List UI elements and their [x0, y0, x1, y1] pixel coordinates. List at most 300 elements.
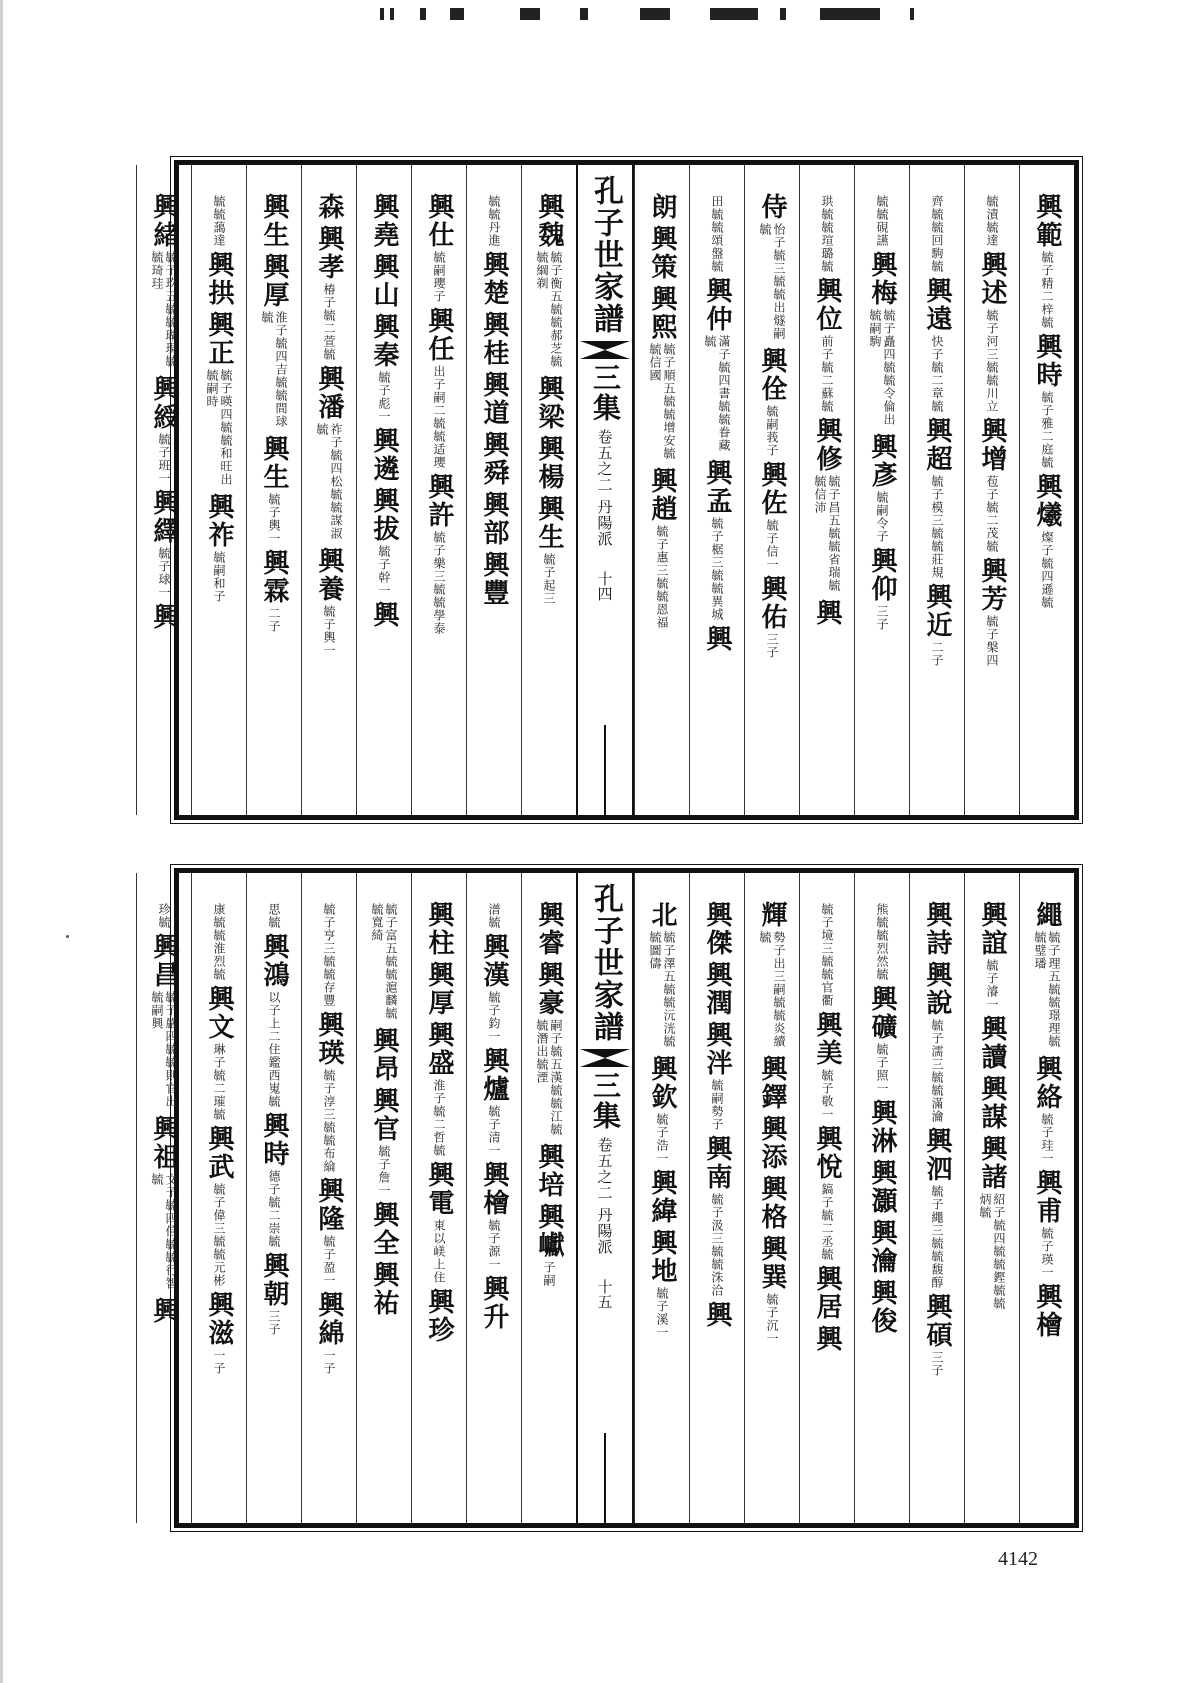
genealogy-entry: [922, 417, 952, 579]
genealogy-entry: [702, 1301, 732, 1329]
genealogy-panel-lower: [149, 868, 1079, 1528]
lineage-note: 毓子矗四毓毓令倫出毓嗣駒: [868, 309, 896, 426]
person-name: 興生: [259, 435, 289, 491]
person-name: 興地: [647, 1229, 677, 1285]
lineage-note: 熊毓毓烈然毓: [875, 903, 889, 981]
genealogy-entry: [149, 375, 179, 485]
person-name: 興淋: [867, 1099, 897, 1155]
genealogy-entry: [259, 253, 289, 431]
genealogy-entry: [212, 193, 226, 247]
genealogy-entry: [534, 193, 564, 371]
genealogy-entry: [867, 433, 897, 543]
lineage-note: 毓子沉一: [765, 1293, 779, 1345]
genealogy-entry: [710, 193, 724, 273]
text-column: [799, 873, 854, 1523]
genealogy-entry: [424, 1288, 454, 1344]
lineage-note: 毓嗣和子: [212, 551, 226, 603]
person-name: 興魏: [534, 193, 564, 249]
text-column: [136, 873, 191, 1523]
lineage-note: 毓子澤五毓毓沅洸毓毓圖儔: [648, 931, 676, 1048]
text-column: [356, 165, 411, 815]
lineage-note: 二子: [267, 607, 281, 633]
person-name: 興仕: [424, 193, 454, 249]
genealogy-entry: [875, 193, 889, 247]
lineage-note: 毓子照一: [875, 1043, 889, 1095]
text-column: [301, 165, 356, 815]
genealogy-entry: [867, 1099, 897, 1155]
genealogy-entry: [534, 1143, 564, 1199]
lineage-note: 苞子毓二茂毓: [985, 475, 999, 553]
lineage-note: 毓子敬一: [820, 1069, 834, 1121]
lineage-note: 出子嗣二毓毓适瓔: [432, 365, 446, 469]
collection-label: 三集: [589, 363, 622, 423]
lineage-note: 琳子毓二璀毓: [212, 1043, 226, 1121]
genealogy-entry: [702, 625, 732, 653]
genealogy-entry: [922, 901, 952, 957]
genealogy-entry: [424, 307, 454, 469]
branch-label: 丹陽派: [595, 1207, 614, 1255]
genealogy-entry: [204, 985, 234, 1121]
person-name: 興全: [369, 1201, 399, 1257]
person-name: 興仰: [867, 547, 897, 603]
genealogy-entry: [314, 193, 344, 221]
genealogy-entry: [534, 961, 564, 1139]
genealogy-entry: [424, 901, 454, 957]
lineage-note: 毓子清一: [487, 1105, 501, 1157]
person-name: 興厚: [259, 253, 289, 309]
genealogy-entry: [922, 277, 952, 413]
genealogy-entry: [647, 1169, 677, 1225]
genealogy-entry: [875, 901, 889, 981]
person-name: 興山: [369, 253, 399, 309]
lineage-note: 滿子毓四書毓毓眷藏毓: [703, 335, 731, 452]
person-name: 興綬: [149, 375, 179, 431]
person-name: 興電: [424, 1161, 454, 1217]
lineage-note: 毓子境三毓毓官衢: [820, 903, 834, 1007]
person-name: 興桂: [479, 311, 509, 367]
genealogy-entry: [867, 1219, 897, 1275]
genealogy-entry: [149, 1115, 179, 1293]
genealogy-entry: [757, 1175, 787, 1231]
genealogy-entry: [267, 901, 281, 929]
genealogy-entry: [867, 251, 897, 429]
lineage-note: 毓子源一: [487, 1219, 501, 1271]
text-column: [1019, 873, 1074, 1523]
genealogy-entry: [757, 575, 787, 659]
text-column: [909, 165, 964, 815]
lineage-note: 毓子雅二庭毓: [1040, 391, 1054, 469]
genealogy-entry: [487, 901, 501, 929]
lineage-note: 毓子暎四毓毓和旺出毓嗣時: [205, 369, 233, 486]
lineage-note: 三子: [267, 1310, 281, 1336]
lineage-note: 毓子信一: [765, 519, 779, 571]
text-column: [411, 165, 466, 815]
lineage-note: 一子: [322, 1349, 336, 1375]
genealogy-entry: [369, 1087, 399, 1197]
lineage-note: 以子上二住鑑西嵬毓: [267, 991, 281, 1108]
lineage-note: 毓子偉三毓毓元彬: [212, 1183, 226, 1287]
person-name: 興檜: [1032, 1283, 1062, 1339]
genealogy-entry: [314, 1177, 344, 1287]
genealogy-entry: [370, 901, 398, 1023]
text-column: [964, 165, 1019, 815]
genealogy-entry: [820, 193, 834, 273]
genealogy-entry: [647, 467, 677, 629]
genealogy-entry: [534, 495, 564, 605]
text-column: [634, 165, 689, 815]
lineage-note: 二子: [930, 641, 944, 667]
person-name: 興朝: [259, 1252, 289, 1308]
genealogy-entry: [204, 251, 234, 307]
page-number: 4142: [998, 1548, 1038, 1570]
lineage-note: 毓子鈞一: [487, 991, 501, 1043]
text-column: [521, 165, 576, 815]
lineage-note: 嗣子毓五漢毓毓江毓毓潛出毓湮: [535, 1019, 563, 1136]
person-name: 興增: [977, 417, 1007, 473]
lineage-note: 紹子毓四毓毓鏗毓毓炳毓: [978, 1193, 1006, 1310]
genealogy-entry: [534, 435, 564, 491]
person-name: 興豪: [534, 961, 564, 1017]
person-name: 興瀹: [867, 1219, 897, 1275]
lineage-note: 淮子毓四吉毓毓間球毓: [260, 311, 288, 428]
person-name: 興泗: [922, 1127, 952, 1183]
genealogy-entry: [812, 599, 842, 627]
genealogy-entry: [812, 1011, 842, 1121]
lineage-note: 毓子淳三毓毓布綸: [322, 1069, 336, 1173]
person-name: 興武: [204, 1125, 234, 1181]
person-name: 興諸: [977, 1135, 1007, 1191]
genealogy-entry: [479, 311, 509, 367]
genealogy-entry: [424, 473, 454, 635]
lineage-note: 毓子詹一: [377, 1145, 391, 1197]
branch-label: 丹陽派: [595, 499, 614, 547]
lineage-note: 毓子球一: [157, 547, 171, 599]
person-name: 興睿: [534, 901, 564, 957]
genealogy-entry: [977, 251, 1007, 413]
lineage-note: 勢子出三嗣毓毓炎續毓: [758, 931, 786, 1048]
person-name: 興任: [424, 307, 454, 363]
genealogy-entry: [157, 901, 171, 929]
lineage-note: 珍毓: [157, 903, 171, 929]
person-name: 興拔: [369, 487, 399, 543]
person-name: 興隆: [314, 1177, 344, 1233]
book-title: 孔子世家譜: [588, 883, 623, 1043]
genealogy-entry: [479, 1047, 509, 1157]
person-name: 興說: [922, 961, 952, 1017]
person-name: 興近: [922, 583, 952, 639]
person-name: 興欽: [647, 1055, 677, 1111]
lineage-note: 前子毓二蘇毓: [820, 335, 834, 413]
fish-tail-mark: [580, 341, 630, 359]
person-name: 興巽: [757, 1235, 787, 1291]
person-name: 興綿: [314, 1291, 344, 1347]
lineage-note: 毓子濡三毓毓滿瀹: [930, 1019, 944, 1123]
genealogy-entry: [867, 1279, 897, 1335]
genealogy-entry: [314, 1011, 344, 1173]
lineage-note: 毓子浩一: [655, 1113, 669, 1165]
lineage-note: 祚子毓四松毓毓謀淑毓: [315, 423, 343, 540]
genealogy-entry: [259, 435, 289, 545]
lineage-note: 毓毓硯讌: [875, 195, 889, 247]
person-name: 興道: [479, 371, 509, 427]
person-name: 侍: [757, 193, 787, 221]
person-name: 興範: [1032, 193, 1062, 249]
person-name: 興舜: [479, 431, 509, 487]
genealogy-entry: [922, 583, 952, 667]
person-name: 興策: [647, 225, 677, 281]
text-column: [689, 873, 744, 1523]
person-name: 興楚: [479, 251, 509, 307]
person-name: 興梁: [534, 375, 564, 431]
lineage-note: 毓子富五毓毓滬麟毓毓寬綺: [370, 903, 398, 1020]
fish-tail-mark: [580, 1049, 630, 1067]
genealogy-entry: [424, 1021, 454, 1157]
lineage-note: 毓漬毓達: [985, 195, 999, 247]
text-column: [909, 873, 964, 1523]
genealogy-entry: [1032, 1055, 1062, 1165]
person-name: 興超: [922, 417, 952, 473]
genealogy-entry: [1032, 1283, 1062, 1339]
person-name: 興傑: [702, 901, 732, 957]
person-name: 興升: [479, 1275, 509, 1331]
text-column: [854, 873, 909, 1523]
person-name: 興悅: [812, 1125, 842, 1181]
person-name: 興誼: [977, 901, 1007, 957]
genealogy-entry: [977, 1075, 1007, 1131]
genealogy-entry: [369, 1261, 399, 1317]
genealogy-entry: [930, 193, 944, 273]
lineage-note: 三子: [930, 1351, 944, 1377]
genealogy-entry: [647, 1229, 677, 1339]
person-name: 興仲: [702, 277, 732, 333]
genealogy-entry: [812, 1265, 842, 1321]
person-name: 興許: [424, 473, 454, 529]
person-name: 興柱: [424, 901, 454, 957]
person-name: 興祚: [204, 493, 234, 549]
genealogy-entry: [922, 1127, 952, 1289]
genealogy-entry: [867, 985, 897, 1095]
genealogy-entry: [259, 1112, 289, 1248]
person-name: 興居: [812, 1265, 842, 1321]
genealogy-entry: [647, 1055, 677, 1165]
genealogy-entry: [977, 1015, 1007, 1071]
person-name: 興格: [757, 1175, 787, 1231]
text-column: [964, 873, 1019, 1523]
genealogy-entry: [757, 1055, 787, 1111]
lineage-note: 毓子彪一: [377, 371, 391, 423]
person-name: 興祐: [369, 1261, 399, 1317]
genealogy-entry: [369, 601, 399, 629]
person-name: 興讀: [977, 1015, 1007, 1071]
genealogy-entry: [369, 253, 399, 309]
person-name: 興添: [757, 1115, 787, 1171]
person-name: 興南: [702, 1135, 732, 1191]
genealogy-entry: [1032, 473, 1062, 609]
scan-speck: [66, 935, 69, 938]
person-name: 興: [702, 1301, 732, 1329]
person-name: 興官: [369, 1087, 399, 1143]
lineage-note: 潽毓: [487, 903, 501, 929]
lineage-note: 子嗣: [542, 1261, 556, 1287]
lineage-note: 毓子河三毓毓川立: [985, 309, 999, 413]
text-column: [191, 165, 246, 815]
person-name: 興: [149, 603, 179, 631]
person-name: 興緯: [647, 1169, 677, 1225]
text-column: [136, 165, 191, 815]
genealogy-entry: [812, 1325, 842, 1353]
person-name: 興秦: [369, 313, 399, 369]
lineage-note: 快子毓二章毓: [930, 335, 944, 413]
lineage-note: 毓子亨三毓毓存豐: [322, 903, 336, 1007]
genealogy-entry: [757, 1115, 787, 1171]
person-name: 興: [812, 1325, 842, 1353]
genealogy-entry: [204, 311, 234, 489]
genealogy-entry: [702, 277, 732, 455]
lineage-note: 毓子精二梓毓: [1040, 251, 1054, 329]
text-column: [191, 873, 246, 1523]
lineage-note: 毓子幹一: [377, 545, 391, 597]
lineage-note: 毓子玖五毓毓瑚現毓毓琦珪: [150, 251, 178, 368]
genealogy-entry: [812, 277, 842, 413]
lineage-note: 毓嗣勢子: [710, 1079, 724, 1131]
genealogy-entry: [647, 193, 677, 221]
text-column: [689, 165, 744, 815]
center-spine: [576, 873, 634, 1523]
person-name: 森: [314, 193, 344, 221]
genealogy-entry: [369, 427, 399, 483]
lineage-note: 毓子嚴四毓毓則官出毓嗣興: [150, 991, 178, 1108]
genealogy-entry: [977, 417, 1007, 553]
genealogy-entry: [1032, 901, 1062, 1051]
genealogy-entry: [757, 1235, 787, 1345]
panel-page-label: 十五: [595, 1279, 614, 1309]
person-name: 興珍: [424, 1288, 454, 1344]
genealogy-entry: [424, 193, 454, 303]
genealogy-entry: [259, 193, 289, 249]
person-name: 興佺: [757, 347, 787, 403]
panel-page-label: 十四: [595, 571, 614, 601]
person-name: 興: [149, 1297, 179, 1325]
person-name: 興檜: [479, 1161, 509, 1217]
person-name: 興潘: [314, 365, 344, 421]
genealogy-entry: [479, 371, 509, 427]
person-name: 興: [812, 599, 842, 627]
center-spine: [576, 165, 634, 815]
genealogy-entry: [757, 461, 787, 571]
genealogy-entry: [149, 489, 179, 599]
genealogy-entry: [314, 1291, 344, 1375]
person-name: 興拱: [204, 251, 234, 307]
person-name: 興時: [259, 1112, 289, 1168]
genealogy-entry: [479, 1275, 509, 1331]
text-column: [744, 165, 799, 815]
genealogy-entry: [534, 901, 564, 957]
person-name: 興佑: [757, 575, 787, 631]
genealogy-entry: [314, 225, 344, 361]
genealogy-entry: [702, 459, 732, 621]
genealogy-entry: [534, 1203, 564, 1287]
text-column: [466, 165, 521, 815]
genealogy-entry: [867, 1159, 897, 1215]
lineage-note: 毓子起三: [542, 553, 556, 605]
lineage-note: 毓子瑛一: [1040, 1227, 1054, 1279]
person-name: 興鐸: [757, 1055, 787, 1111]
genealogy-entry: [314, 547, 344, 657]
genealogy-entry: [1032, 333, 1062, 469]
genealogy-entry: [702, 961, 732, 1017]
genealogy-entry: [369, 313, 399, 423]
lineage-note: 毓毓藹達: [212, 195, 226, 247]
person-name: 興灝: [867, 1159, 897, 1215]
person-name: 興生: [534, 495, 564, 551]
genealogy-entry: [204, 1291, 234, 1375]
genealogy-entry: [212, 901, 226, 981]
genealogy-entry: [149, 1297, 179, 1325]
person-name: 興部: [479, 491, 509, 547]
genealogy-entry: [487, 193, 501, 247]
person-name: 興堯: [369, 193, 399, 249]
book-title: 孔子世家譜: [588, 175, 623, 335]
scan-left-edge: [0, 0, 3, 1683]
person-name: 興甫: [1032, 1169, 1062, 1225]
lineage-note: 怡子毓三毓毓出燧嗣毓: [758, 223, 786, 340]
lineage-note: 毓子珪一: [1040, 1113, 1054, 1165]
person-name: 興佐: [757, 461, 787, 517]
text-column: [246, 873, 301, 1523]
genealogy-entry: [479, 1161, 509, 1271]
person-name: 興巘: [534, 1203, 564, 1259]
genealogy-entry: [369, 487, 399, 597]
person-name: 興滋: [204, 1291, 234, 1347]
genealogy-entry: [259, 1252, 289, 1336]
person-name: 興文: [204, 985, 234, 1041]
genealogy-entry: [757, 901, 787, 1051]
person-name: 興修: [812, 417, 842, 473]
person-name: 興詩: [922, 901, 952, 957]
person-name: 興培: [534, 1143, 564, 1199]
lineage-note: 毓毓丹進: [487, 195, 501, 247]
genealogy-entry: [812, 417, 842, 595]
lineage-note: 毓子繩三毓毓馥醇: [930, 1185, 944, 1289]
lineage-note: 毓子惠三毓毓恩福: [655, 525, 669, 629]
lineage-note: 毓子輿一: [267, 493, 281, 545]
lineage-note: 三子: [875, 605, 889, 631]
person-name: 輝: [757, 901, 787, 929]
lineage-note: 毓嗣瓔子: [432, 251, 446, 303]
person-name: 興緒: [149, 193, 179, 249]
person-name: 興泮: [702, 1021, 732, 1077]
person-name: 朗: [647, 193, 677, 221]
genealogy-entry: [977, 901, 1007, 1011]
text-column: [1019, 165, 1074, 815]
person-name: 興盛: [424, 1021, 454, 1077]
lineage-note: 一子: [212, 1349, 226, 1375]
person-name: 興爔: [1032, 473, 1062, 529]
genealogy-entry: [1032, 1169, 1062, 1279]
lineage-note: 思毓: [267, 903, 281, 929]
person-name: 興豐: [479, 551, 509, 607]
genealogy-entry: [812, 1125, 842, 1261]
lineage-note: 毓子溪一: [655, 1287, 669, 1339]
person-name: 興厚: [424, 961, 454, 1017]
person-name: 興昌: [149, 933, 179, 989]
person-name: 興位: [812, 277, 842, 333]
genealogy-entry: [322, 901, 336, 1007]
lineage-note: 毓子班一: [157, 433, 171, 485]
lineage-note: 毓子槃四: [985, 615, 999, 667]
person-name: 興碩: [922, 1293, 952, 1349]
genealogy-entry: [149, 193, 179, 371]
